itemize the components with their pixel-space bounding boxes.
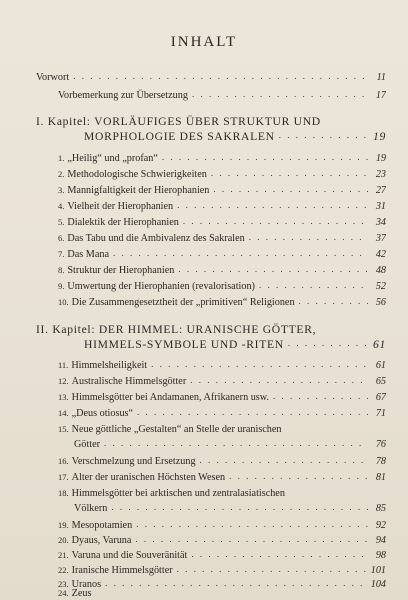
entry-number: 5. [58, 217, 65, 227]
leader-dots [183, 215, 368, 227]
toc-label: Vorbemerkung zur Übersetzung [58, 90, 188, 101]
entry-label-line2: Völkern [74, 503, 108, 514]
leader-dots [211, 167, 368, 179]
entry-page: 52 [375, 281, 386, 292]
entry-page: 71 [375, 408, 386, 419]
entry-number: 18. [58, 488, 69, 498]
entry-number: 13. [58, 392, 69, 402]
leader-dots [279, 129, 368, 141]
leader-dots [249, 231, 368, 243]
entry-label: „Heilig“ und „profan“ [67, 153, 158, 164]
entry-label: Methodologische Schwierigkeiten [67, 169, 207, 180]
entry-number: 10. [58, 297, 69, 307]
leader-dots [151, 358, 368, 370]
toc-entry [58, 533, 386, 547]
leader-dots [299, 295, 368, 307]
toc-page: 11 [376, 72, 386, 83]
entry-label: Das Mana [67, 249, 109, 260]
entry-page: 61 [375, 360, 386, 371]
toc-label: Vorwort [36, 72, 70, 83]
entry-page: 27 [375, 185, 386, 196]
toc-page: 61 [373, 338, 386, 351]
toc-entry [58, 406, 386, 420]
leader-dots [111, 501, 368, 513]
leader-dots [200, 454, 368, 466]
entry-label: Mannigfaltigkeit der Hierophanien [67, 185, 210, 196]
entry-number: 24. [58, 588, 69, 598]
toc-entry [58, 231, 386, 245]
chapter-label: II. Kapitel: DER HIMMEL: URANISCHE GÖTTER, [36, 323, 317, 336]
entry-label: Australische Himmelsgötter [71, 376, 187, 387]
entry-number: 17. [58, 472, 69, 482]
entry-page: 34 [375, 217, 386, 228]
chapter-label: I. Kapitel: VORLÄUFIGES ÜBER STRUKTUR UND [36, 115, 321, 128]
entry-label: Zeus [71, 588, 92, 599]
toc-entry [58, 263, 386, 277]
entry-page: 37 [375, 233, 386, 244]
entry-label: Alter der uranischen Höchsten Wesen [71, 472, 226, 483]
entry-label: Himmelsheiligkeit [71, 360, 148, 371]
entry-label: Mesopotamien [71, 520, 133, 531]
toc-chapter-2 [36, 322, 386, 336]
leader-dots [113, 247, 368, 259]
toc-entry [58, 563, 386, 577]
leader-dots [191, 548, 368, 560]
toc-entry [58, 586, 386, 600]
entry-label: Varuna und die Souveränität [71, 550, 188, 561]
leader-dots [213, 183, 368, 195]
entry-label: Himmelsgötter bei arktischen und zentralasiatischen [71, 488, 285, 499]
entry-page: 85 [375, 503, 386, 514]
entry-number: 14. [58, 408, 69, 418]
leader-dots [190, 374, 368, 386]
leader-dots [135, 533, 368, 545]
entry-page: 56 [375, 297, 386, 308]
entry-number: 7. [58, 249, 65, 259]
toc-entry [58, 183, 386, 197]
entry-number: 19. [58, 520, 69, 530]
entry-page: 92 [375, 520, 386, 531]
toc-chapter-2-line2 [84, 337, 386, 351]
entry-page: 23 [375, 169, 386, 180]
entry-label: Himmelsgötter bei Andamanen, Afrikanern usw. [71, 392, 270, 403]
leader-dots [137, 406, 368, 418]
entry-number: 22. [58, 565, 69, 575]
entry-label: Iranische Himmelsgötter [71, 565, 173, 576]
entry-label: „Deus otiosus“ [71, 408, 134, 419]
toc-entry [58, 279, 386, 293]
toc-entry [58, 454, 386, 468]
toc-entry [58, 374, 386, 388]
entry-label: Umwertung der Hierophanien (revalorisation) [67, 281, 255, 292]
toc-entry [58, 151, 386, 165]
toc-entry [58, 247, 386, 261]
leader-dots [288, 337, 368, 349]
entry-number: 15. [58, 424, 69, 434]
entry-page: 78 [375, 456, 386, 467]
entry-label: Dyaus, Varuna [71, 535, 132, 546]
toc-entry [58, 215, 386, 229]
entry-number: 12. [58, 376, 69, 386]
toc-entry [58, 486, 386, 500]
entry-label: Verschmelzung und Ersetzung [71, 456, 196, 467]
toc-entry [58, 422, 386, 436]
leader-dots [73, 70, 368, 82]
toc-entry [58, 167, 386, 181]
entry-page: 31 [375, 201, 386, 212]
entry-label: Dialektik der Hierophanien [67, 217, 179, 228]
leader-dots [104, 437, 368, 449]
entry-label: Vielheit der Hierophanien [67, 201, 174, 212]
entry-page: 76 [375, 439, 386, 450]
entry-page: 94 [375, 535, 386, 546]
leader-dots [178, 263, 368, 275]
entry-label: Uranos [71, 579, 102, 590]
entry-number: 2. [58, 169, 65, 179]
entry-number: 21. [58, 550, 69, 560]
toc-entry-cont [74, 437, 386, 451]
entry-page: 42 [375, 249, 386, 260]
toc-entry [58, 518, 386, 532]
toc-entry [58, 199, 386, 213]
leader-dots [229, 470, 368, 482]
toc-entry-vorbemerkung [58, 88, 386, 102]
chapter-label-line2: HIMMELS-SYMBOLE UND -RITEN [84, 338, 284, 351]
entry-number: 16. [58, 456, 69, 466]
leader-dots [259, 279, 368, 291]
entry-page: 101 [370, 565, 386, 576]
leader-dots [177, 563, 367, 575]
chapter-label-line2: MORPHOLOGIE DES SAKRALEN [84, 130, 275, 143]
toc-chapter-1-line2 [84, 129, 386, 143]
toc-page: 17 [375, 90, 386, 101]
entry-page: 81 [375, 472, 386, 483]
entry-number: 8. [58, 265, 65, 275]
entry-label: Neue göttliche „Gestalten“ an Stelle der uranischen [71, 424, 282, 435]
toc-entry [58, 470, 386, 484]
entry-label: Struktur der Hierophanien [67, 265, 175, 276]
toc-chapter-1 [36, 114, 386, 128]
entry-number: 3. [58, 185, 65, 195]
leader-dots [177, 199, 368, 211]
leader-dots [162, 151, 368, 163]
toc-page: 19 [373, 130, 386, 143]
page-title: INHALT [170, 34, 238, 50]
entry-number: 4. [58, 201, 65, 211]
entry-label-line2: Götter [74, 439, 101, 450]
entry-page: 98 [375, 550, 386, 561]
entry-number: 1. [58, 153, 65, 163]
entry-number: 6. [58, 233, 65, 243]
entry-page: 104 [370, 579, 386, 590]
toc-entry [58, 390, 386, 404]
leader-dots [192, 88, 368, 100]
entry-page: 67 [375, 392, 386, 403]
entry-number: 9. [58, 281, 65, 291]
toc-entry [58, 548, 386, 562]
entry-page: 48 [375, 265, 386, 276]
entry-label: Die Zusammengesetztheit der „primitiven“ Religionen [71, 297, 295, 308]
entry-number: 20. [58, 535, 69, 545]
toc-entry-vorwort [36, 70, 386, 84]
toc-entry [58, 295, 386, 309]
toc-entry [58, 358, 386, 372]
entry-page: 65 [375, 376, 386, 387]
entry-number: 23. [58, 579, 69, 589]
toc-entry-cont [74, 501, 386, 515]
leader-dots [136, 518, 368, 530]
entry-number: 11. [58, 360, 69, 370]
entry-label: Das Tabu und die Ambivalenz des Sakralen [67, 233, 245, 244]
leader-dots [273, 390, 368, 402]
entry-page: 19 [375, 153, 386, 164]
